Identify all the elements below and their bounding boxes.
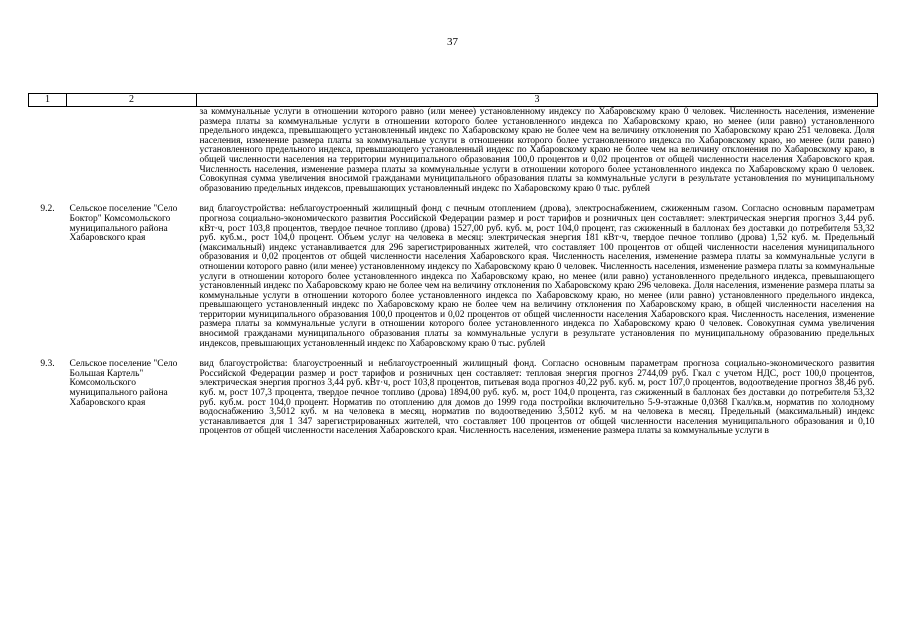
municipality-name — [67, 107, 197, 195]
column-header-text: 3 — [197, 94, 878, 107]
row-description: вид благоустройства: неблагоустроенный жилищный фонд с печным отоплением (дрова), электроснабжением, сжиженным газом. Согласно основным параметрам прогноза социально-экономического развития Российской Федерации размер и рост тарифов и розничных цен составляет: электрическая энергия прогноз 3,44 руб. кВт·ч, рост 103,8 процентов, твердое печное топливо (дрова) 1527,00 руб. куб. м, рост 104,0 процент, газ сжиженный в баллонах без доставки до потребителя 53,32 руб. куб.м., рост 104,0 процент. Объем услуг на человека в месяц: электрическая энергия 181 кВт·ч, твердое печное топливо (дрова) 1,52 куб. м. Предельный (максимальный) индекс устанавливается для 296 зарегистрированных жителей, что составляет 100 процентов от общей численности населения муниципального образования и 0,02 процентов от общей численности населения Хабаровского края. Численность населения, изменение размера платы за коммунальные услуги в отношении которого равно (или менее) установленному индексу по Хабаровскому краю 0 человек. Численность населения, изменение размера платы за коммунальные услуги в отношении которого более установленного индекса по Хабаровскому краю, но менее (или равно) установленного предельного индекса, превышающего установленный индекс по Хабаровскому краю не более чем на величину отклонения по Хабаровскому краю 296 человека. Доля населения, изменение размера платы за коммунальные услуги в отношении которого более установленного индекса по Хабаровскому краю, но менее (или равно) установленного предельного индекса, превышающего установленный индекс по Хабаровскому краю не более чем на величину отклонения по Хабаровскому краю, в общей численности населения на территории муниципального образования 100,0 процентов и 0,02 процентов от общей численности населения Хабаровского края. Численность населения, изменение размера платы за коммунальные услуги в отношении которого более установленного индекса по Хабаровскому краю 0 человек. Совокупная сумма увеличения вносимой гражданами муниципального образования платы за коммунальные услуги в результате установления по муниципальному образованию предельных индексов, превышающих установленный индекс по Хабаровскому краю 0 тыс. рублей — [199, 204, 875, 349]
table-header-row — [29, 94, 878, 107]
row-number — [29, 107, 67, 195]
column-header-name: 2 — [67, 94, 197, 107]
municipality-name: Сельское поселение "Село Боктор" Комсомольского муниципального района Хабаровского края — [69, 204, 178, 244]
row-description: за коммунальные услуги в отношении которого равно (или менее) установленному индексу по Хабаровскому краю 0 человек. Численность населения, изменение размера платы за коммунальные услуги в отношении которого более установленного индекса по Хабаровскому краю, но менее (или равно) установленного предельного индекса, превышающего установленный индекс по Хабаровскому краю не более чем на величину отклонения по Хабаровскому краю 251 человека. Доля населения, изменение размера платы за коммунальные услуги в отношении которого более установленного индекса по Хабаровскому краю, но менее (или равно) установленного предельного индекса, превышающего установленный индекс по Хабаровскому краю не более чем на величину отклонения по Хабаровскому краю, в общей численности населения на территории муниципального образования 100,0 процентов и 0,02 процентов от общей численности населения Хабаровского края. Численность населения, изменение размера платы за коммунальные услуги в отношении которого более установленного индекса по Хабаровскому краю 0 человек. Совокупная сумма увеличения вносимой гражданами муниципального образования платы за коммунальные услуги в результате установления по муниципальному образованию предельных индексов, превышающих установленный индекс по Хабаровскому краю 0 тыс. рублей — [199, 107, 875, 194]
row-number: 9.2. — [40, 204, 55, 215]
municipality-name: Сельское поселение "Село Большая Картель" Комсомольского муниципального района Хабаровского края — [69, 359, 178, 408]
index-table — [28, 93, 878, 437]
table-row — [29, 349, 878, 437]
row-description: вид благоустройства: благоустроенный и неблагоустроенный жилищный фонд. Согласно основным параметрам прогноза социально-экономического развития Российской Федерации размер и рост тарифов и розничных цен составляет: тепловая энергия прогноз 2744,09 руб. Гкал с учетом НДС, рост 100,0 процентов, электрическая энергия прогноз 3,44 руб. кВт·ч, рост 103,8 процентов, питьевая вода прогноз 40,22 руб. куб. м, рост 107,0 процентов, водоотведение прогноз 38,46 руб. куб. м, рост 107,3 процента, твердое печное топливо (дрова) 1894,00 руб. куб. м, рост 104,0 процента, газ сжиженный в баллонах без доставки до потребителя 53,32 руб. куб.м. рост 104,0 процент. Норматив по отоплению для домов до 1999 года постройки включительно 5-9-этажные 0,0368 Гкал/кв.м, норматив по холодному водоснабжению 3,5012 куб. м на человека в месяц, норматив по водоотведению 3,5012 куб. м на человека в месяц. Предельный (максимальный) индекс устанавливается для 1 347 зарегистрированных жителей, что составляет 100 процентов от общей численности населения муниципального образования и 0,10 процентов от общей численности населения Хабаровского края. Численность населения, изменение размера платы за коммунальные услуги в — [199, 359, 875, 437]
column-header-number: 1 — [29, 94, 67, 107]
table-row — [29, 194, 878, 349]
row-number: 9.3. — [40, 359, 55, 370]
table-row — [29, 107, 878, 195]
page-number: 37 — [447, 36, 458, 48]
